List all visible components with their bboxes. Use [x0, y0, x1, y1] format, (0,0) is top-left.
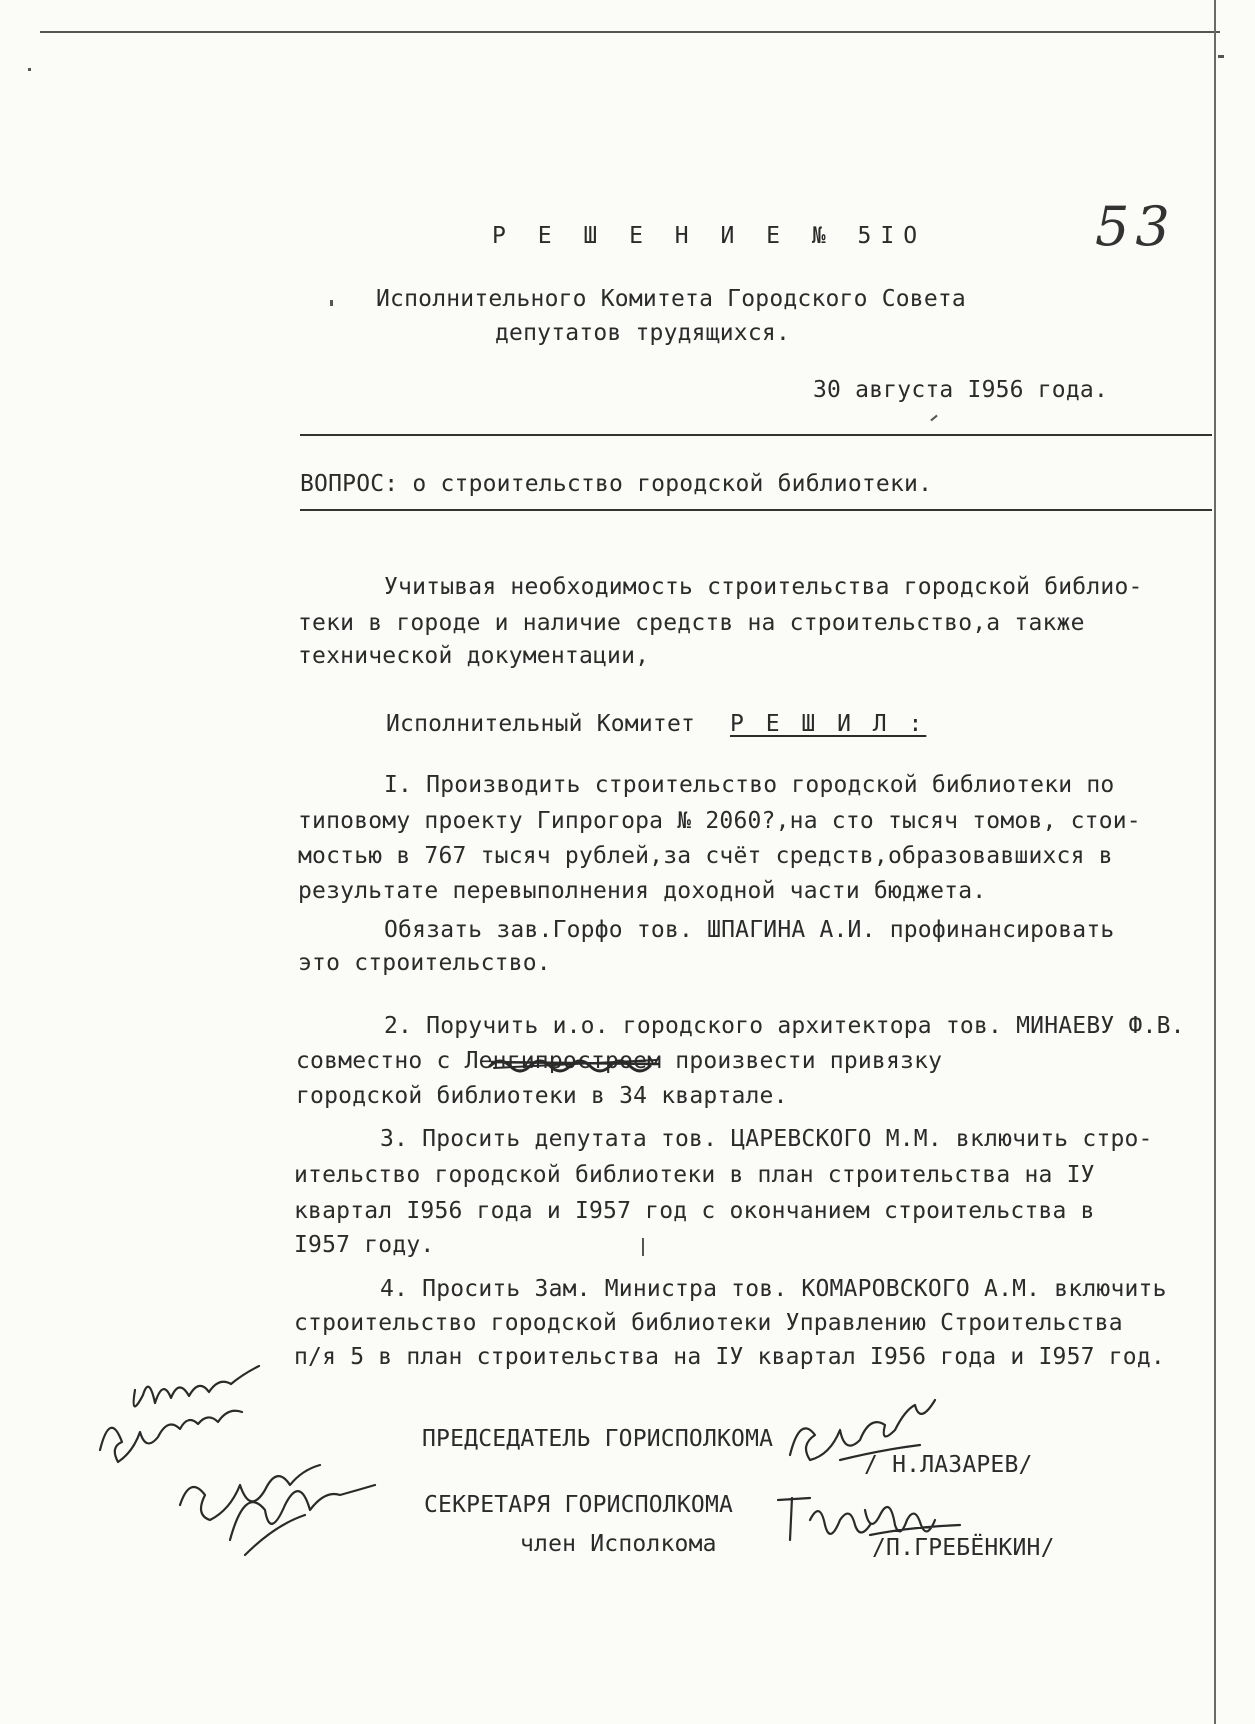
secretary-name: /П.ГРЕБЁНКИН/ — [872, 1535, 1055, 1561]
secretary-handwritten-signature — [770, 1480, 970, 1560]
ink-speck — [930, 415, 937, 422]
decision-date: 30 августа I956 года. — [813, 377, 1108, 403]
resolution-verb: Р Е Ш И Л : — [730, 711, 927, 737]
question-line: ВОПРОС: о строительство городской библиотеки. — [300, 471, 933, 497]
item1-line: типовому проекту Гипрогора № 2060?,на сто тысяч томов, стои- — [298, 808, 1141, 834]
members-handwritten-signatures — [95, 1330, 425, 1580]
preamble-line: технической документации, — [298, 643, 650, 669]
item4-line: п/я 5 в план строительства на IУ квартал I956 года и I957 год. — [294, 1344, 1165, 1370]
issuer-line-1: Исполнительного Комитета Городского Совета — [376, 286, 966, 312]
item3-line: ительство городской библиотеки в план строительства на IУ — [294, 1162, 1095, 1188]
item2-line: городской библиотеки в 34 квартале. — [296, 1083, 788, 1109]
item1-extra-line: Обязать зав.Горфо тов. ШПАГИНА А.И. профинансировать — [384, 917, 1115, 943]
preamble-line: Учитывая необходимость строительства городской библио- — [384, 574, 1143, 600]
header-rule-bottom — [300, 509, 1212, 511]
item1-line: результате перевыполнения доходной части бюджета. — [298, 878, 987, 904]
member-title: член Исполкома — [520, 1531, 717, 1557]
decision-title: Р Е Ш Е Н И Е № 5IO — [492, 223, 927, 249]
item1-extra-line: это строительство. — [298, 950, 551, 976]
chair-handwritten-signature — [780, 1395, 950, 1475]
resolution-lead: Исполнительный Комитет — [386, 711, 696, 737]
issuer-line-2: депутатов трудящихся. — [495, 320, 790, 346]
item3-line: 3. Просить депутата тов. ЦАРЕВСКОГО М.М. включить стро- — [380, 1126, 1153, 1152]
ink-speck — [330, 300, 333, 306]
item1-line: I. Производить строительство городской библиотеки по — [384, 772, 1115, 798]
item3-line: I957 году. — [294, 1232, 435, 1258]
page-top-edge — [40, 31, 1220, 33]
item1-line: мостью в 767 тысяч рублей,за счёт средств,образовавшихся в — [298, 843, 1113, 869]
folio-number: 53 — [1095, 195, 1176, 258]
item4-line: 4. Просить Зам. Министра тов. КОМАРОВСКОГО А.М. включить — [380, 1276, 1167, 1302]
header-rule-top — [300, 434, 1212, 436]
item2-line: 2. Поручить и.о. городского архитектора тов. МИНАЕВУ Ф.В. — [384, 1013, 1185, 1039]
item4-line: строительство городской библиотеки Управлению Строительства — [294, 1310, 1123, 1336]
ink-speck — [642, 1238, 644, 1256]
secretary-title: СЕКРЕТАРЯ ГОРИСПОЛКОМА — [424, 1492, 734, 1518]
struck-out-word — [488, 1046, 668, 1078]
chair-name: / Н.ЛАЗАРЕВ/ — [864, 1452, 1033, 1478]
page-right-edge — [1214, 0, 1216, 1724]
ink-speck — [1218, 55, 1224, 58]
ink-speck — [28, 68, 31, 71]
chair-title: ПРЕДСЕДАТЕЛЬ ГОРИСПОЛКОМА — [422, 1426, 774, 1452]
item3-line: квартал I956 года и I957 год с окончанием строительства в — [294, 1198, 1095, 1224]
item2-line: совместно с Ленгипростроем произвести привязку — [296, 1048, 943, 1074]
preamble-line: теки в городе и наличие средств на строительство,а также — [298, 610, 1085, 636]
